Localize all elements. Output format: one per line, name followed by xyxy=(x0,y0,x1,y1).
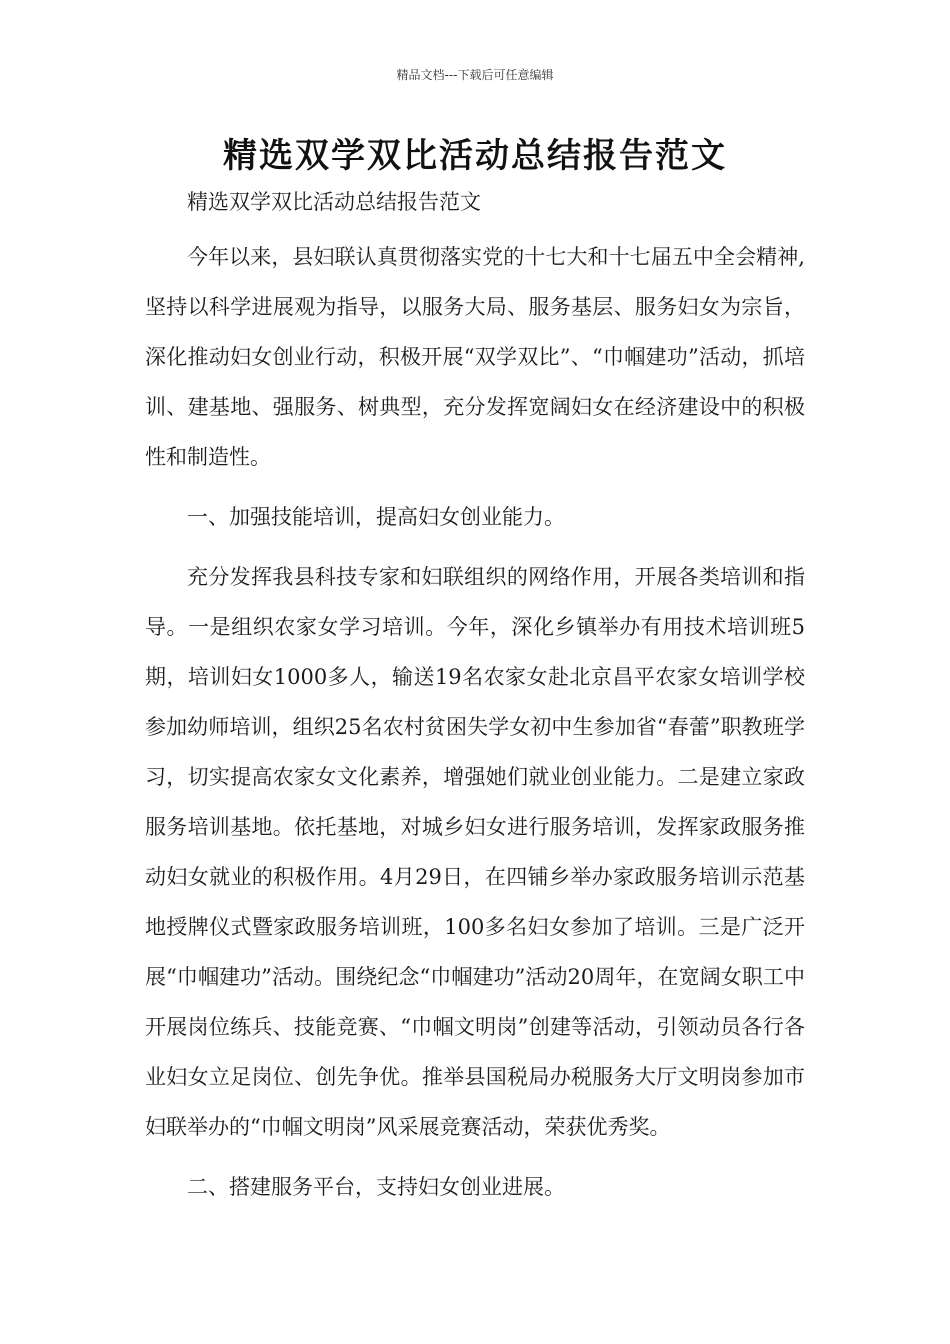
document-title: 精选双学双比活动总结报告范文 xyxy=(223,136,727,176)
document-body xyxy=(145,182,805,1212)
intro-paragraph: 今年以来，县妇联认真贯彻落实党的十七大和十七届五中全会精神,坚持以科学进展观为指导，以服务大局、服务基层、服务妇女为宗旨，深化推动妇女创业行动，积极开展“双学双比”、“巾帼建功”活动，抓培训、建基地、强服务、树典型，充分发挥宽阔妇女在经济建设中的积极性和制造性。 xyxy=(145,245,805,469)
header-note: 精品文档---下载后可任意编辑 xyxy=(396,68,554,82)
section-1-paragraph: 充分发挥我县科技专家和妇联组织的网络作用，开展各类培训和指导。一是组织农家女学习培训。今年，深化乡镇举办有用技术培训班5期，培训妇女1000多人，输送19名农家女赴北京昌平农家女培训学校参加幼师培训，组织25名农村贫困失学女初中生参加省“春蕾”职教班学习，切实提高农家女文化素养，增强她们就业创业能力。二是建立家政服务培训基地。依托基地，对城乡妇女进行服务培训，发挥家政服务推动妇女就业的积极作用。4月29日，在四铺乡举办家政服务培训示范基地授牌仪式暨家政服务培训班，100多名妇女参加了培训。三是广泛开展“巾帼建功”活动。围绕纪念“巾帼建功”活动20周年，在宽阔女职工中开展岗位练兵、技能竞赛、“巾帼文明岗”创建等活动，引领动员各行各业妇女立足岗位、创先争优。推举县国税局办税服务大厅文明岗参加市妇联举办的“巾帼文明岗”风采展竞赛活动，荣获优秀奖。 xyxy=(145,565,805,1139)
section-heading-1: 一、加强技能培训，提高妇女创业能力。 xyxy=(187,505,565,529)
subtitle-paragraph: 精选双学双比活动总结报告范文 xyxy=(187,190,481,214)
section-heading-2: 二、搭建服务平台，支持妇女创业进展。 xyxy=(187,1175,565,1199)
